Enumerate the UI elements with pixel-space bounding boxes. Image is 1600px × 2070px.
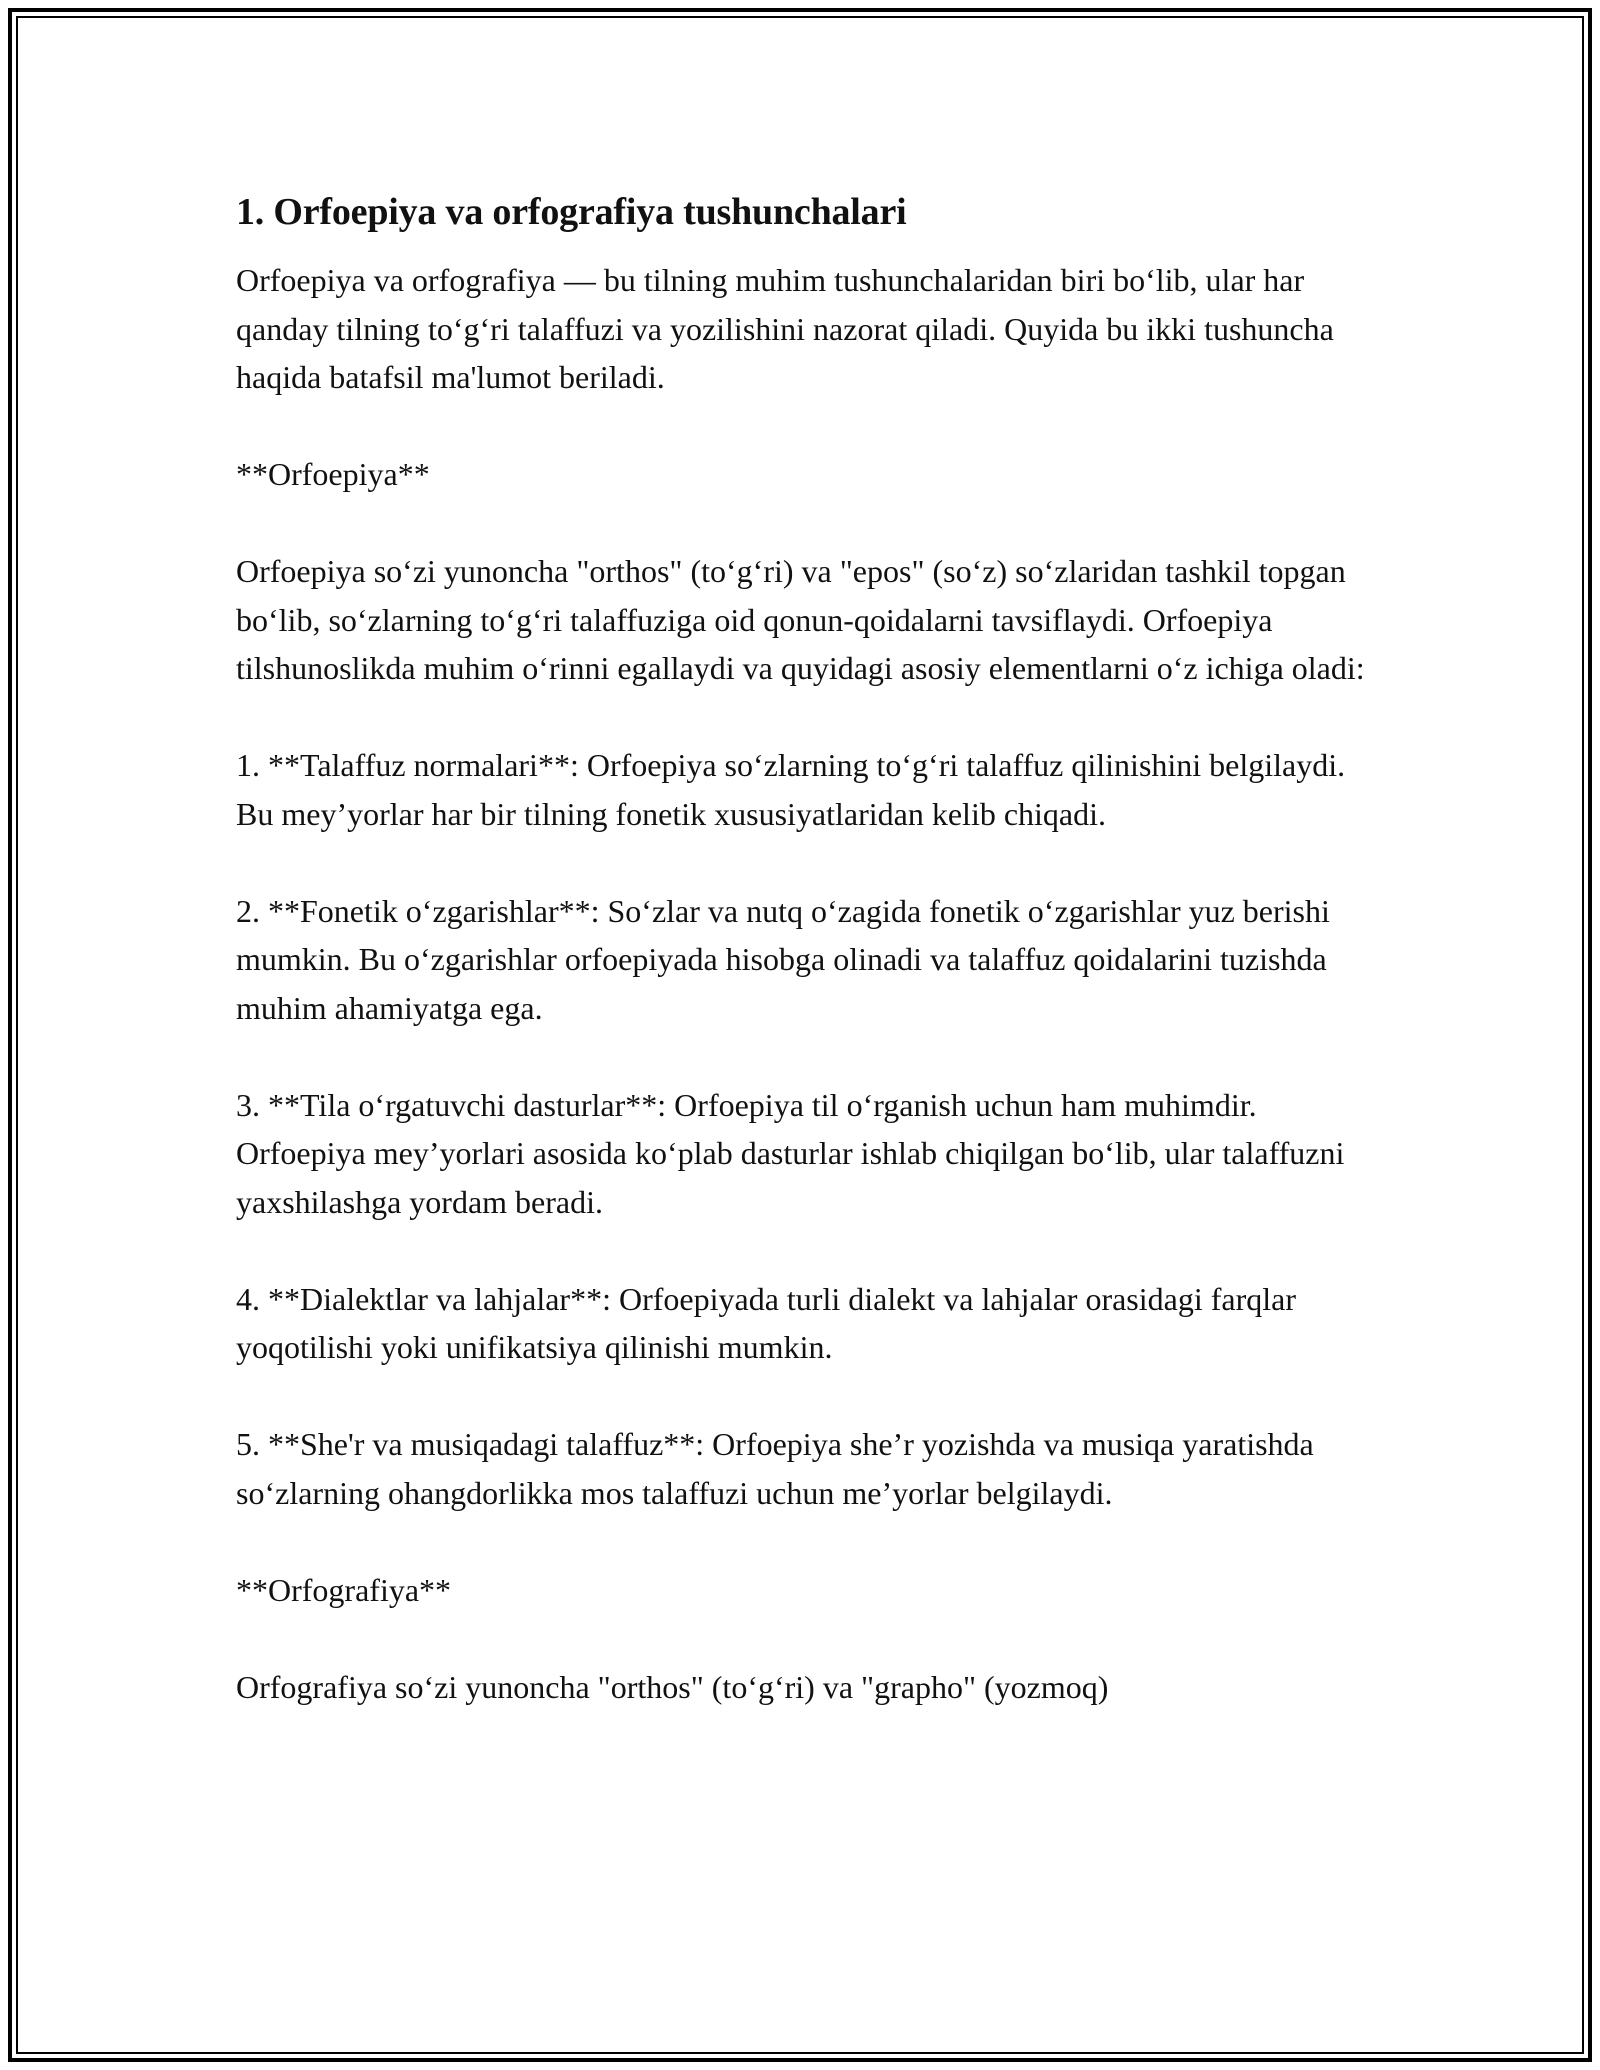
- list-item-talaffuz-normalari: 1. **Talaffuz normalari**: Orfoepiya so‘zlarning to‘g‘ri talaffuz qilinishini belgilaydi. Bu mey’yorlar har bir tilning fonetik xususiyatlaridan kelib chiqadi.: [236, 747, 1346, 832]
- orfografiya-subheading: **Orfografiya**: [236, 1571, 452, 1608]
- list-item-fonetik-ozgarishlar: 2. **Fonetik o‘zgarishlar**: So‘zlar va nutq o‘zagida fonetik o‘zgarishlar yuz berishi mumkin. Bu o‘zgarishlar orfoepiyada hisobga olinadi va talaffuz qoidalarini tuzishda muhim ahamiyatga ega.: [236, 892, 1330, 1026]
- list-item-sher-va-musiqa: 5. **She'r va musiqadagi talaffuz**: Orfoepiya she’r yozishda va musiqa yaratishda so‘zlarning ohangdorlikka mos talaffuzi uchun me’yorlar belgilaydi.: [236, 1426, 1314, 1511]
- document-body: [236, 188, 1376, 1711]
- intro-paragraph: Orfoepiya va orfografiya — bu tilning muhim tushunchalaridan biri bo‘lib, ular har qanday tilning to‘g‘ri talaffuzi va yozilishini nazorat qiladi. Quyida bu ikki tushuncha haqida batafsil ma'lumot beriladi.: [236, 262, 1334, 395]
- section-heading: 1. Orfoepiya va orfografiya tushunchalari: [236, 191, 907, 233]
- orfografiya-definition-paragraph: Orfografiya so‘zi yunoncha "orthos" (to‘g‘ri) va "grapho" (yozmoq): [236, 1668, 1109, 1705]
- orfoepiya-definition-paragraph: Orfoepiya so‘zi yunoncha "orthos" (to‘g‘ri) va "epos" (so‘z) so‘zlaridan tashkil topgan bo‘lib, so‘zlarning to‘g‘ri talaffuziga oid qonun-qoidalarni tavsiflaydi. Orfoepiya tilshunoslikda muhim o‘rinni egallaydi va quyidagi asosiy elementlarni o‘z ichiga oladi:: [236, 553, 1365, 686]
- list-item-dialektlar-va-lahjalar: 4. **Dialektlar va lahjalar**: Orfoepiyada turli dialekt va lahjalar orasidagi farqlar yoqotilishi yoki unifikatsiya qilinishi mumkin.: [236, 1280, 1296, 1365]
- list-item-tila-orgatuvchi-dasturlar: 3. **Tila o‘rgatuvchi dasturlar**: Orfoepiya til o‘rganish uchun ham muhimdir. Orfoepiya mey’yorlari asosida ko‘plab dasturlar ishlab chiqilgan bo‘lib, ular talaffuzni yaxshilashga yordam beradi.: [236, 1086, 1345, 1220]
- orfoepiya-subheading: **Orfoepiya**: [236, 456, 430, 492]
